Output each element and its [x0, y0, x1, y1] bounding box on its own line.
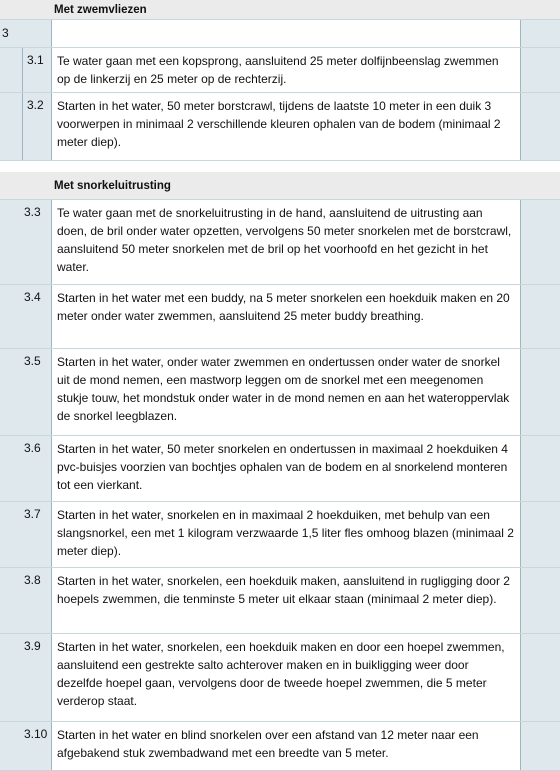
item-number-cell [20, 349, 51, 435]
item-number-cell [20, 722, 51, 770]
item-extra-cell [521, 93, 560, 160]
item-number-cell [20, 568, 51, 633]
item-extra-cell [521, 634, 560, 721]
table-row [0, 349, 560, 436]
item-number-cell [20, 200, 51, 284]
item-extra-cell [521, 349, 560, 435]
item-number: 3.10 [24, 727, 48, 741]
section-header-zwemvliezen [0, 0, 560, 20]
item-number: 3.8 [24, 573, 41, 587]
item-number: 3.4 [24, 290, 41, 304]
item-text: Starten in het water, snorkelen, een hoekduik maken, aansluitend in rugligging door 2 hoepels zwemmen, die tenminste 5 meter uit elkaar staan (minimaal 2 meter diep). [51, 568, 521, 633]
table-row [0, 285, 560, 349]
item-text: Te water gaan met een kopsprong, aansluitend 25 meter dolfijnbeenslag zwemmen op de linkerzij en 25 meter op de rechterzij. [51, 48, 521, 92]
item-text: Starten in het water, snorkelen en in maximaal 2 hoekduiken, met behulp van een slangsnorkel, een met 1 kilogram verzwaarde 1,5 liter fles omhoog blazen (minimaal 2 meter diep). [51, 502, 521, 567]
item-number: 3.5 [24, 354, 41, 368]
item-number-cell [20, 502, 51, 567]
table-row [0, 436, 560, 502]
item-text: Starten in het water, 50 meter borstcrawl, tijdens de laatste 10 meter in een duik 3 voorwerpen in minimaal 2 verschillende kleuren ophalen van de bodem (minimaal 2 meter diep). [51, 93, 521, 160]
group-blank-cell [51, 20, 521, 47]
item-number-cell [20, 285, 51, 348]
group-number: 3 [2, 26, 9, 40]
item-text: Starten in het water met een buddy, na 5 meter snorkelen een hoekduik maken en 20 meter onder water zwemmen, aansluitend 25 meter buddy breathing. [51, 285, 521, 348]
table-row [0, 93, 560, 161]
table-row [0, 722, 560, 771]
section-title: Met zwemvliezen [54, 4, 147, 16]
group-row-3 [0, 20, 560, 48]
item-extra-cell [521, 568, 560, 633]
item-number: 3.3 [24, 205, 41, 219]
item-text: Starten in het water, snorkelen, een hoekduik maken en door een hoepel zwemmen, aansluitend een gestrekte salto achterover maken en in buikligging weer door dezelfde hoepel gaan, vervolgens door de tweede hoepel zwemmen, die 5 meter verderop staat. [51, 634, 521, 721]
item-text: Starten in het water, 50 meter snorkelen en ondertussen in maximaal 2 hoekduiken 4 pvc-buisjes voorzien van bochtjes ophalen van de bodem en al snorkelend monteren tot een vierkant. [51, 436, 521, 501]
item-number: 3.7 [24, 507, 41, 521]
section-header-snorkeluitrusting [0, 172, 560, 200]
item-extra-cell [521, 285, 560, 348]
item-extra-cell [521, 436, 560, 501]
item-text: Te water gaan met de snorkeluitrusting in de hand, aansluitend de uitrusting aan doen, de bril onder water opzetten, vervolgens 50 meter snorkelen met de borstcrawl, aansluitend 50 meter snorkelen met de bril op het voorhoofd en het gezicht in het water. [51, 200, 521, 284]
item-number-cell [20, 634, 51, 721]
table-row [0, 200, 560, 285]
item-number-cell [22, 93, 51, 160]
item-extra-cell [521, 502, 560, 567]
item-number-cell [22, 48, 51, 92]
section-title: Met snorkeluitrusting [54, 180, 171, 192]
item-text: Starten in het water en blind snorkelen over een afstand van 12 meter naar een afgebakend stuk zwembadwand met een breedte van 5 meter. [51, 722, 521, 770]
item-number: 3.6 [24, 441, 41, 455]
table-row [0, 502, 560, 568]
item-number-cell [20, 436, 51, 501]
item-extra-cell [521, 48, 560, 92]
item-extra-cell [521, 200, 560, 284]
table-row [0, 634, 560, 722]
item-number: 3.9 [24, 639, 41, 653]
table-row [0, 568, 560, 634]
item-extra-cell [521, 722, 560, 770]
item-number: 3.2 [27, 98, 44, 112]
item-text: Starten in het water, onder water zwemmen en ondertussen onder water de snorkel uit de mond nemen, een mastworp leggen om de snorkel met een meegenomen stukje touw, het mondstuk onder water in de mond nemen en aan het wateroppervlak de snorkel leegblazen. [51, 349, 521, 435]
item-number: 3.1 [27, 53, 44, 67]
table-row [0, 48, 560, 93]
